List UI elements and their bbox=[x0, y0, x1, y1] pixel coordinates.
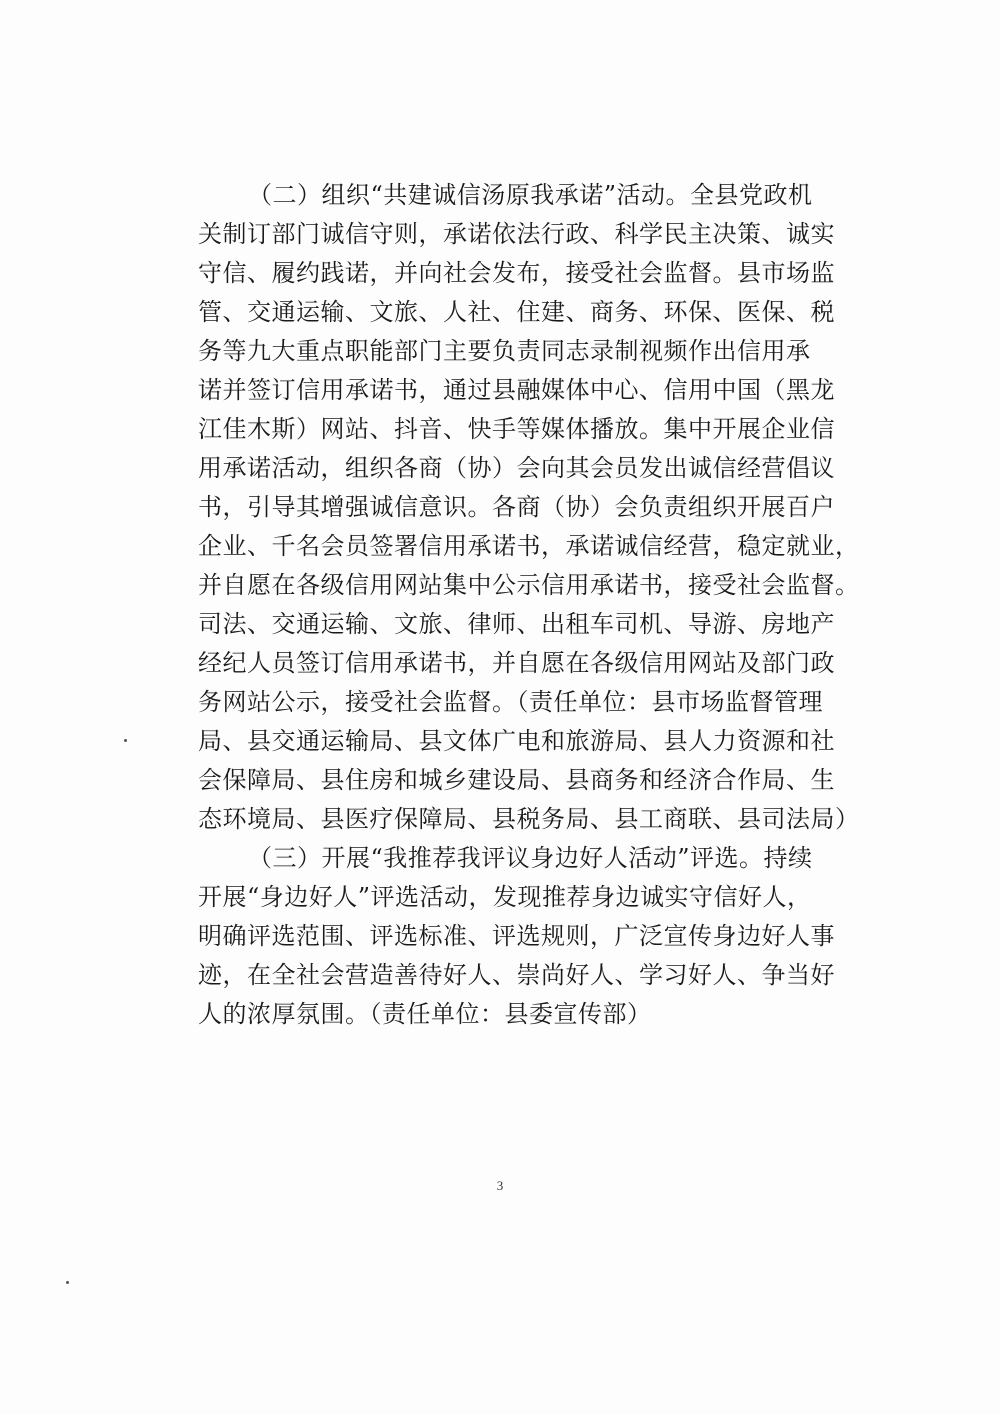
text-line: 书，引导其增强诚信意识。各商（协）会负责组织开展百户 bbox=[198, 493, 835, 521]
text-line: 明确评选范围、评选标准、评选规则，广泛宣传身边好人事 bbox=[198, 922, 835, 950]
paragraph-3-heading-line: （三）开展“我推荐我评议身边好人活动”评选。持续 bbox=[248, 844, 813, 872]
text-line: 会保障局、县住房和城乡建设局、县商务和经济合作局、生 bbox=[198, 766, 835, 794]
text-line: 用承诺活动，组织各商（协）会向其会员发出诚信经营倡议 bbox=[198, 454, 835, 482]
scan-speck bbox=[124, 739, 127, 742]
text-line: 企业、千名会员签署信用承诺书，承诺诚信经营，稳定就业， bbox=[198, 532, 860, 560]
text-line: 务等九大重点职能部门主要负责同志录制视频作出信用承 bbox=[198, 337, 811, 365]
text-line: 态环境局、县医疗保障局、县税务局、县工商联、县司法局） bbox=[198, 805, 860, 833]
text-line: 并自愿在各级信用网站集中公示信用承诺书，接受社会监督。 bbox=[198, 571, 860, 599]
text-line: 关制订部门诚信守则，承诺依法行政、科学民主决策、诚实 bbox=[198, 220, 835, 248]
text-line: 江佳木斯）网站、抖音、快手等媒体播放。集中开展企业信 bbox=[198, 415, 835, 443]
text-line: 经纪人员签订信用承诺书，并自愿在各级信用网站及部门政 bbox=[198, 649, 835, 677]
text-line: 迹，在全社会营造善待好人、崇尚好人、学习好人、争当好 bbox=[198, 961, 835, 989]
page-number: 3 bbox=[496, 1178, 504, 1193]
text-line: 开展“身边好人”评选活动，发现推荐身边诚实守信好人， bbox=[198, 883, 812, 911]
text-line: 局、县交通运输局、县文体广电和旅游局、县人力资源和社 bbox=[198, 727, 835, 755]
text-line: 诺并签订信用承诺书，通过县融媒体中心、信用中国（黑龙 bbox=[198, 376, 835, 404]
text-line: 司法、交通运输、文旅、律师、出租车司机、导游、房地产 bbox=[198, 610, 835, 638]
text-line: 人的浓厚氛围。（责任单位：县委宣传部） bbox=[198, 1000, 652, 1028]
document-body bbox=[198, 176, 860, 1034]
text-line: 务网站公示，接受社会监督。（责任单位：县市场监督管理 bbox=[198, 688, 823, 716]
scan-speck bbox=[66, 1281, 69, 1284]
text-line: 管、交通运输、文旅、人社、住建、商务、环保、医保、税 bbox=[198, 298, 835, 326]
text-line: 守信、履约践诺，并向社会发布，接受社会监督。县市场监 bbox=[198, 259, 835, 287]
paragraph-2-heading-line: （二）组织“共建诚信汤原我承诺”活动。全县党政机 bbox=[248, 181, 813, 209]
